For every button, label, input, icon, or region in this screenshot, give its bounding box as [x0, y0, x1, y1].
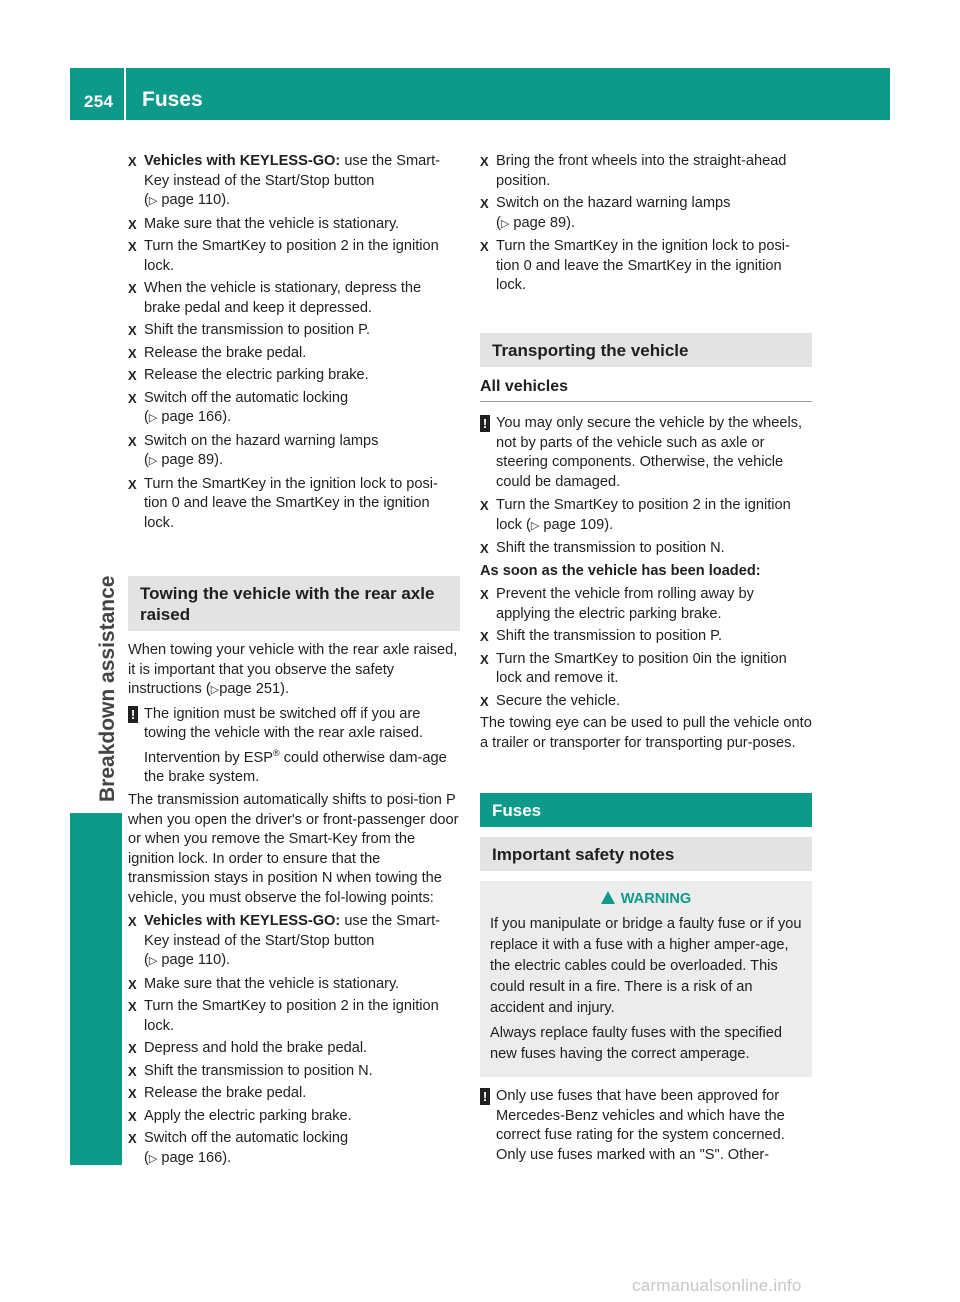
reference-arrow-icon: ▷ [148, 195, 158, 207]
towing-intro: When towing your vehicle with the rear axle raised, it is important that you observe the safety instructions (▷page 251). [128, 642, 458, 697]
step-text: Switch on the hazard warning lamps (▷ page 89). [144, 432, 379, 468]
page-reference[interactable]: (▷ page 110 [144, 952, 222, 969]
header-divider [124, 68, 126, 120]
page-reference[interactable]: (▷ page 110 [144, 192, 222, 208]
page-title: Fuses [142, 88, 203, 111]
step-marker-icon: X [128, 345, 137, 361]
notice-transport: ! You may only secure the vehicle by the wheels, not by parts of the vehicle such as axle or steering components. Otherwise, the vehicle could be damaged. [480, 414, 812, 492]
warning-paragraph: Always replace faulty fuses with the specified new fuses having the correct amperage. [490, 1025, 783, 1062]
step-marker-icon: X [128, 1131, 137, 1147]
step-list-loaded [480, 585, 812, 711]
warning-paragraph: If you manipulate or bridge a faulty fuse or if you replace it with a fuse with a higher amper-age, the electric cables could be overloaded. This could result in a fire. There is a risk of an accident and injury. [490, 916, 802, 1016]
step-item [480, 496, 812, 536]
step-marker-icon: X [480, 587, 489, 602]
step-marker-icon: X [128, 239, 137, 254]
step-marker-icon: X [128, 999, 137, 1015]
step-text: Vehicles with KEYLESS-GO: use the Smart-Key instead of the Start/Stop button (▷ page 110). [144, 913, 441, 969]
step-text: Turn the SmartKey in the ignition lock to posi-tion 0 and leave the SmartKey in the ignition lock. [496, 238, 790, 293]
loaded-heading: As soon as the vehicle has been loaded: [480, 562, 761, 579]
step-text: Switch off the automatic locking (▷ page 166). [144, 1130, 349, 1166]
step-item [480, 152, 812, 191]
exclamation-icon: ! [480, 415, 490, 432]
step-text: Bring the front wheels into the straight-ahead position. [496, 153, 787, 189]
step-marker-icon: X [480, 629, 489, 644]
reference-arrow-icon: ▷ [148, 1152, 158, 1165]
step-marker-icon: X [480, 498, 489, 513]
step-text: Depress and hold the brake pedal. [144, 1040, 368, 1057]
step-text: Shift the transmission to position N. [144, 1062, 373, 1079]
step-item [128, 1084, 460, 1104]
step-text: Release the electric parking brake. [144, 367, 369, 383]
notice-fuses: ! Only use fuses that have been approved for Mercedes-Benz vehicles and which have the correct fuse rating for the system concerned. Only use fuses marked with an "S". Other- [480, 1087, 812, 1165]
step-item [480, 627, 812, 647]
step-text: Turn the SmartKey in the ignition lock to posi-tion 0 and leave the SmartKey in the ignition lock. [144, 475, 438, 531]
step-item [480, 585, 812, 624]
page-reference-link[interactable]: page 251 [219, 681, 281, 697]
step-item [480, 692, 812, 712]
reference-arrow-icon: ▷ [500, 217, 510, 230]
step-marker-icon: X [480, 541, 489, 556]
step-item [480, 650, 812, 689]
step-marker-icon: X [128, 216, 137, 232]
reference-arrow-icon: ▷ [148, 412, 158, 424]
step-text: Turn the SmartKey to position 2 in the ignition lock. [144, 998, 439, 1034]
left-column [128, 152, 460, 1172]
step-marker-icon: X [480, 154, 489, 169]
step-text: Turn the SmartKey to position 2 in the ignition lock. [144, 238, 439, 274]
section-heading-safety: Important safety notes [480, 837, 812, 871]
step-marker-icon: X [128, 1108, 137, 1124]
step-marker-icon: X [128, 323, 137, 338]
step-item [128, 279, 460, 318]
step-item [128, 1062, 460, 1082]
step-marker-icon: X [480, 196, 489, 211]
section-heading-fuses: Fuses [480, 793, 812, 827]
step-item [128, 1107, 460, 1127]
page-number: 254 [84, 92, 114, 111]
page-reference-link[interactable]: page 109 [539, 516, 605, 533]
reference-arrow-icon: ▷ [210, 684, 220, 696]
warning-title: WARNING [490, 889, 802, 910]
step-item [128, 475, 460, 534]
step-text: Switch off the automatic locking (▷ page 166). [144, 389, 349, 425]
step-text: Release the brake pedal. [144, 1085, 307, 1102]
step-marker-icon: X [128, 154, 137, 169]
watermark: carmanualsonline.info [632, 1276, 802, 1295]
step-item [128, 366, 460, 386]
step-marker-icon: X [480, 693, 489, 709]
step-marker-icon: X [128, 368, 137, 383]
step-item [128, 1039, 460, 1059]
step-item [128, 344, 460, 364]
step-marker-icon: X [128, 1063, 137, 1079]
step-text: Secure the vehicle. [496, 692, 621, 709]
page-reference[interactable]: (▷ page 89 [144, 452, 215, 468]
transmission-paragraph: The transmission automatically shifts to posi-tion P when you open the driver's or front-passenger door or when you remove the Smart-Key from the ignition lock. In order to ensure that the transmission stays in position N when towing the vehicle, you must observe the fol-lowing points: [128, 792, 459, 906]
step-item [128, 237, 460, 276]
step-text: Shift the transmission to position P. [144, 322, 371, 338]
step-text: Make sure that the vehicle is stationary. [144, 215, 400, 232]
reference-arrow-icon: ▷ [530, 519, 540, 532]
step-item [128, 997, 460, 1036]
step-text: Apply the electric parking brake. [144, 1107, 352, 1124]
reference-arrow-icon: ▷ [148, 955, 158, 968]
step-marker-icon: X [128, 976, 137, 992]
step-item [480, 539, 812, 559]
warning-box [480, 881, 812, 1077]
step-text: Vehicles with KEYLESS-GO: use the Smart-Key instead of the Start/Stop button (▷ page 110). [144, 153, 441, 208]
page-reference[interactable]: (▷ page 89 [496, 214, 567, 231]
side-tab-label: Breakdown assistance [96, 575, 119, 802]
step-marker-icon: X [480, 239, 489, 254]
page-reference[interactable]: (▷ page 166 [144, 1149, 223, 1166]
step-list-right-top [480, 152, 812, 296]
subheading-all-vehicles: All vehicles [480, 377, 812, 403]
step-text: Make sure that the vehicle is stationary. [144, 975, 400, 992]
reference-arrow-icon: ▷ [148, 455, 158, 467]
step-condition: Vehicles with KEYLESS-GO: [144, 913, 341, 930]
step-text: Shift the transmission to position N. [496, 540, 725, 556]
step-item [128, 975, 460, 995]
step-marker-icon: X [128, 281, 137, 296]
section-heading-transport: Transporting the vehicle [480, 333, 812, 367]
step-marker-icon: X [128, 914, 137, 930]
step-item [128, 432, 460, 472]
step-text: Shift the transmission to position P. [496, 628, 723, 644]
step-list-a [128, 152, 460, 533]
step-item [480, 194, 812, 234]
section-heading-towing: Towing the vehicle with the rear axle raised [128, 576, 460, 631]
step-item [128, 321, 460, 341]
step-list-transport [480, 496, 812, 559]
step-marker-icon: X [480, 651, 489, 667]
warning-triangle-icon [601, 891, 615, 904]
step-marker-icon: X [128, 433, 137, 449]
exclamation-icon: ! [480, 1088, 490, 1105]
page-reference[interactable]: (▷ page 166 [144, 409, 223, 425]
step-text: Switch on the hazard warning lamps (▷ page 89). [496, 195, 731, 231]
step-marker-icon: X [128, 1086, 137, 1102]
step-text: Turn the SmartKey to position 2 in the ignition lock (▷ page 109). [496, 497, 791, 533]
step-item [128, 152, 460, 212]
notice-ignition: ! The ignition must be switched off if you are towing the vehicle with the rear axle raised. Intervention by ESP® could otherwise dam-age the brake system. [128, 705, 460, 788]
step-item [128, 215, 460, 235]
exclamation-icon: ! [128, 706, 138, 723]
step-item [128, 389, 460, 429]
step-condition: Vehicles with KEYLESS-GO: [144, 153, 341, 169]
step-item [128, 1129, 460, 1169]
step-text: Prevent the vehicle from rolling away by applying the electric parking brake. [496, 586, 754, 622]
step-marker-icon: X [128, 390, 137, 406]
step-list-b [128, 912, 460, 1169]
right-column [480, 152, 812, 1169]
step-text: Turn the SmartKey to position 0in the ignition lock and remove it. [496, 650, 787, 686]
step-marker-icon: X [128, 1041, 137, 1057]
step-text: Release the brake pedal. [144, 344, 307, 361]
towing-eye-paragraph: The towing eye can be used to pull the vehicle onto a trailer or transporter for transporting pur-poses. [480, 715, 812, 751]
step-marker-icon: X [128, 476, 137, 492]
step-text: When the vehicle is stationary, depress the brake pedal and keep it depressed. [144, 280, 422, 316]
step-item [480, 237, 812, 296]
step-item [128, 912, 460, 972]
